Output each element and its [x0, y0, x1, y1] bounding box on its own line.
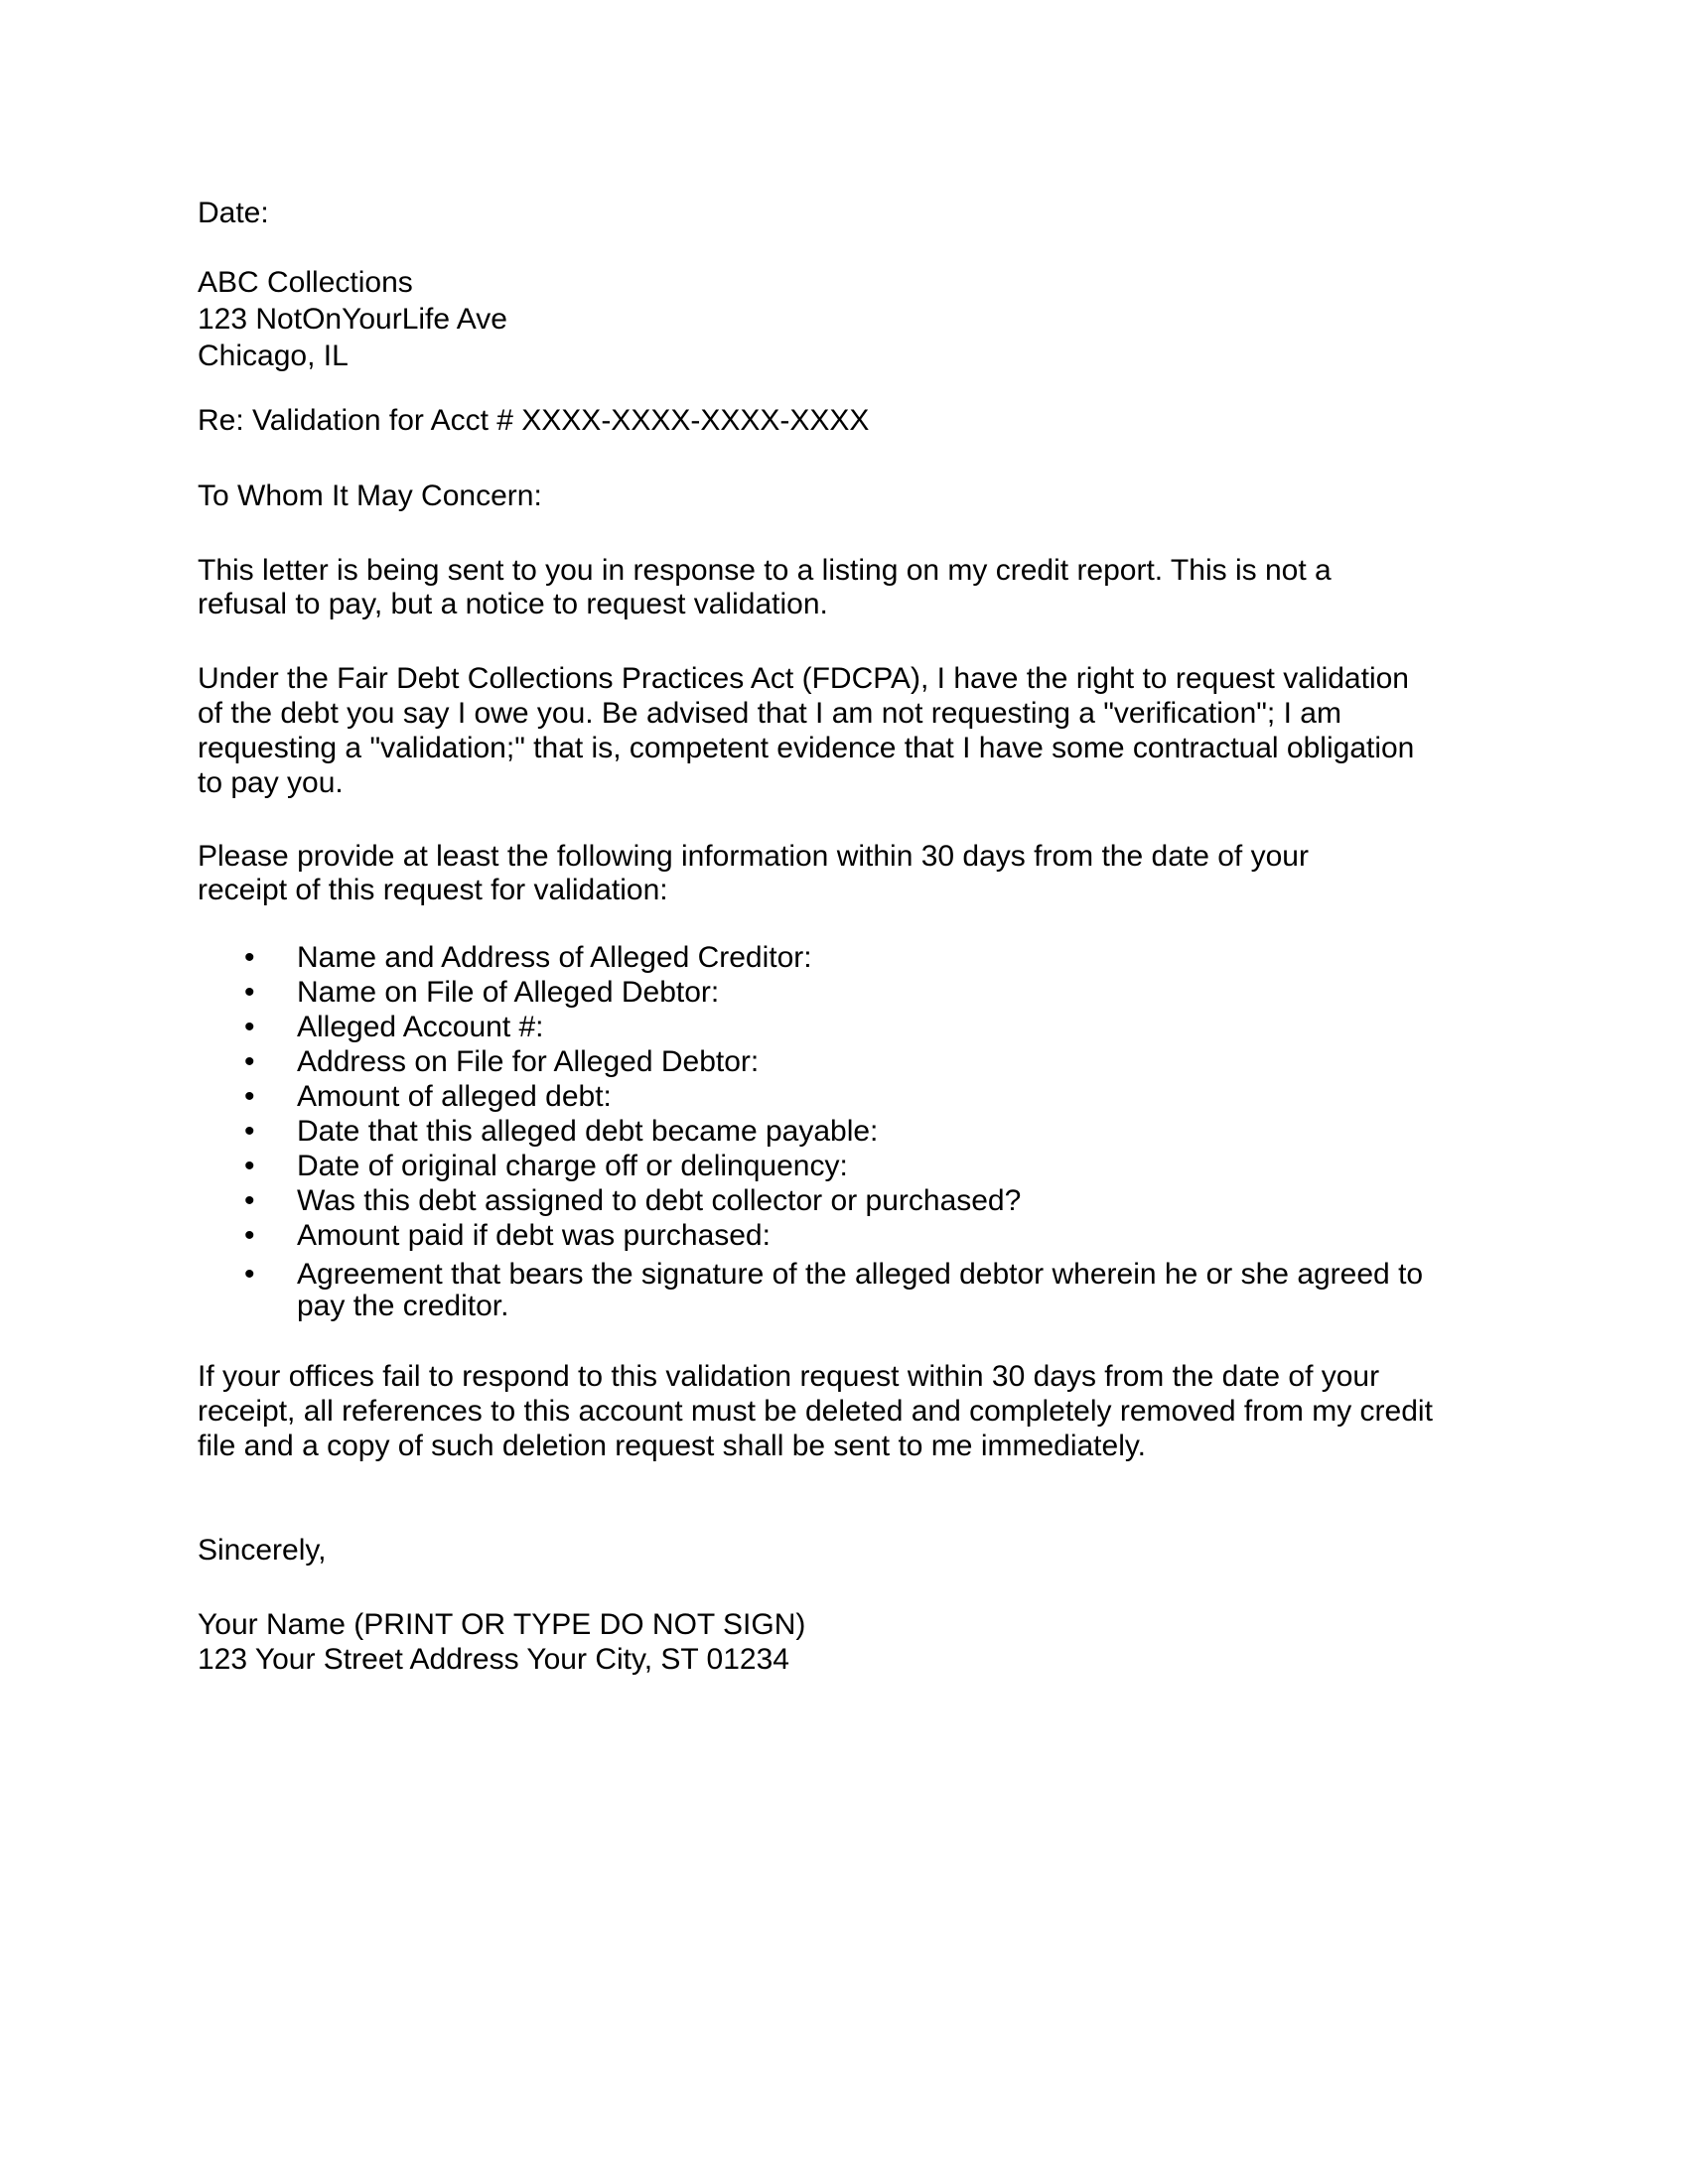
paragraph-line: requesting a "validation;" that is, competent evidence that I have some contractual obligation: [198, 732, 1415, 764]
bullet: •: [244, 1080, 255, 1113]
list-item: Name and Address of Alleged Creditor:: [297, 941, 812, 974]
list-item: Name on File of Alleged Debtor:: [297, 976, 720, 1009]
paragraph-line: file and a copy of such deletion request shall be sent to me immediately.: [198, 1430, 1146, 1462]
bullet: •: [244, 1115, 255, 1148]
recipient-name: ABC Collections: [198, 266, 413, 299]
sender-name: Your Name (PRINT OR TYPE DO NOT SIGN): [198, 1608, 806, 1641]
list-item: Date that this alleged debt became payable:: [297, 1115, 879, 1148]
paragraph-line: to pay you.: [198, 766, 344, 799]
list-item: Date of original charge off or delinquency:: [297, 1150, 848, 1182]
bullet: •: [244, 1045, 255, 1078]
list-item: Alleged Account #:: [297, 1011, 544, 1043]
paragraph-line: of the debt you say I owe you. Be advised that I am not requesting a "verification"; I am: [198, 697, 1341, 730]
sender-address: 123 Your Street Address Your City, ST 01234: [198, 1643, 789, 1676]
recipient-city: Chicago, IL: [198, 340, 349, 372]
list-item: Was this debt assigned to debt collector or purchased?: [297, 1184, 1022, 1217]
paragraph-line: refusal to pay, but a notice to request validation.: [198, 588, 828, 620]
recipient-street: 123 NotOnYourLife Ave: [198, 303, 507, 336]
bullet: •: [244, 976, 255, 1009]
salutation: To Whom It May Concern:: [198, 479, 542, 512]
paragraph-line: Please provide at least the following information within 30 days from the date of your: [198, 840, 1309, 873]
paragraph-line: receipt of this request for validation:: [198, 874, 668, 906]
paragraph-line: receipt, all references to this account must be deleted and completely removed from my credit: [198, 1395, 1433, 1428]
date-label: Date:: [198, 197, 269, 229]
list-item-continuation: pay the creditor.: [297, 1290, 509, 1322]
bullet: •: [244, 1150, 255, 1182]
paragraph-line: Under the Fair Debt Collections Practices Act (FDCPA), I have the right to request validation: [198, 662, 1409, 695]
bullet: •: [244, 1219, 255, 1252]
closing: Sincerely,: [198, 1534, 327, 1567]
subject-line: Re: Validation for Acct # XXXX-XXXX-XXXX-XXXX: [198, 404, 870, 437]
bullet: •: [244, 1011, 255, 1043]
bullet: •: [244, 1184, 255, 1217]
paragraph-line: This letter is being sent to you in response to a listing on my credit report. This is not a: [198, 554, 1332, 587]
bullet: •: [244, 1258, 255, 1291]
paragraph-line: If your offices fail to respond to this validation request within 30 days from the date of your: [198, 1360, 1380, 1393]
bullet: •: [244, 941, 255, 974]
list-item: Agreement that bears the signature of the alleged debtor wherein he or she agreed to: [297, 1258, 1424, 1291]
list-item: Amount of alleged debt:: [297, 1080, 612, 1113]
list-item: Address on File for Alleged Debtor:: [297, 1045, 760, 1078]
list-item: Amount paid if debt was purchased:: [297, 1219, 771, 1252]
